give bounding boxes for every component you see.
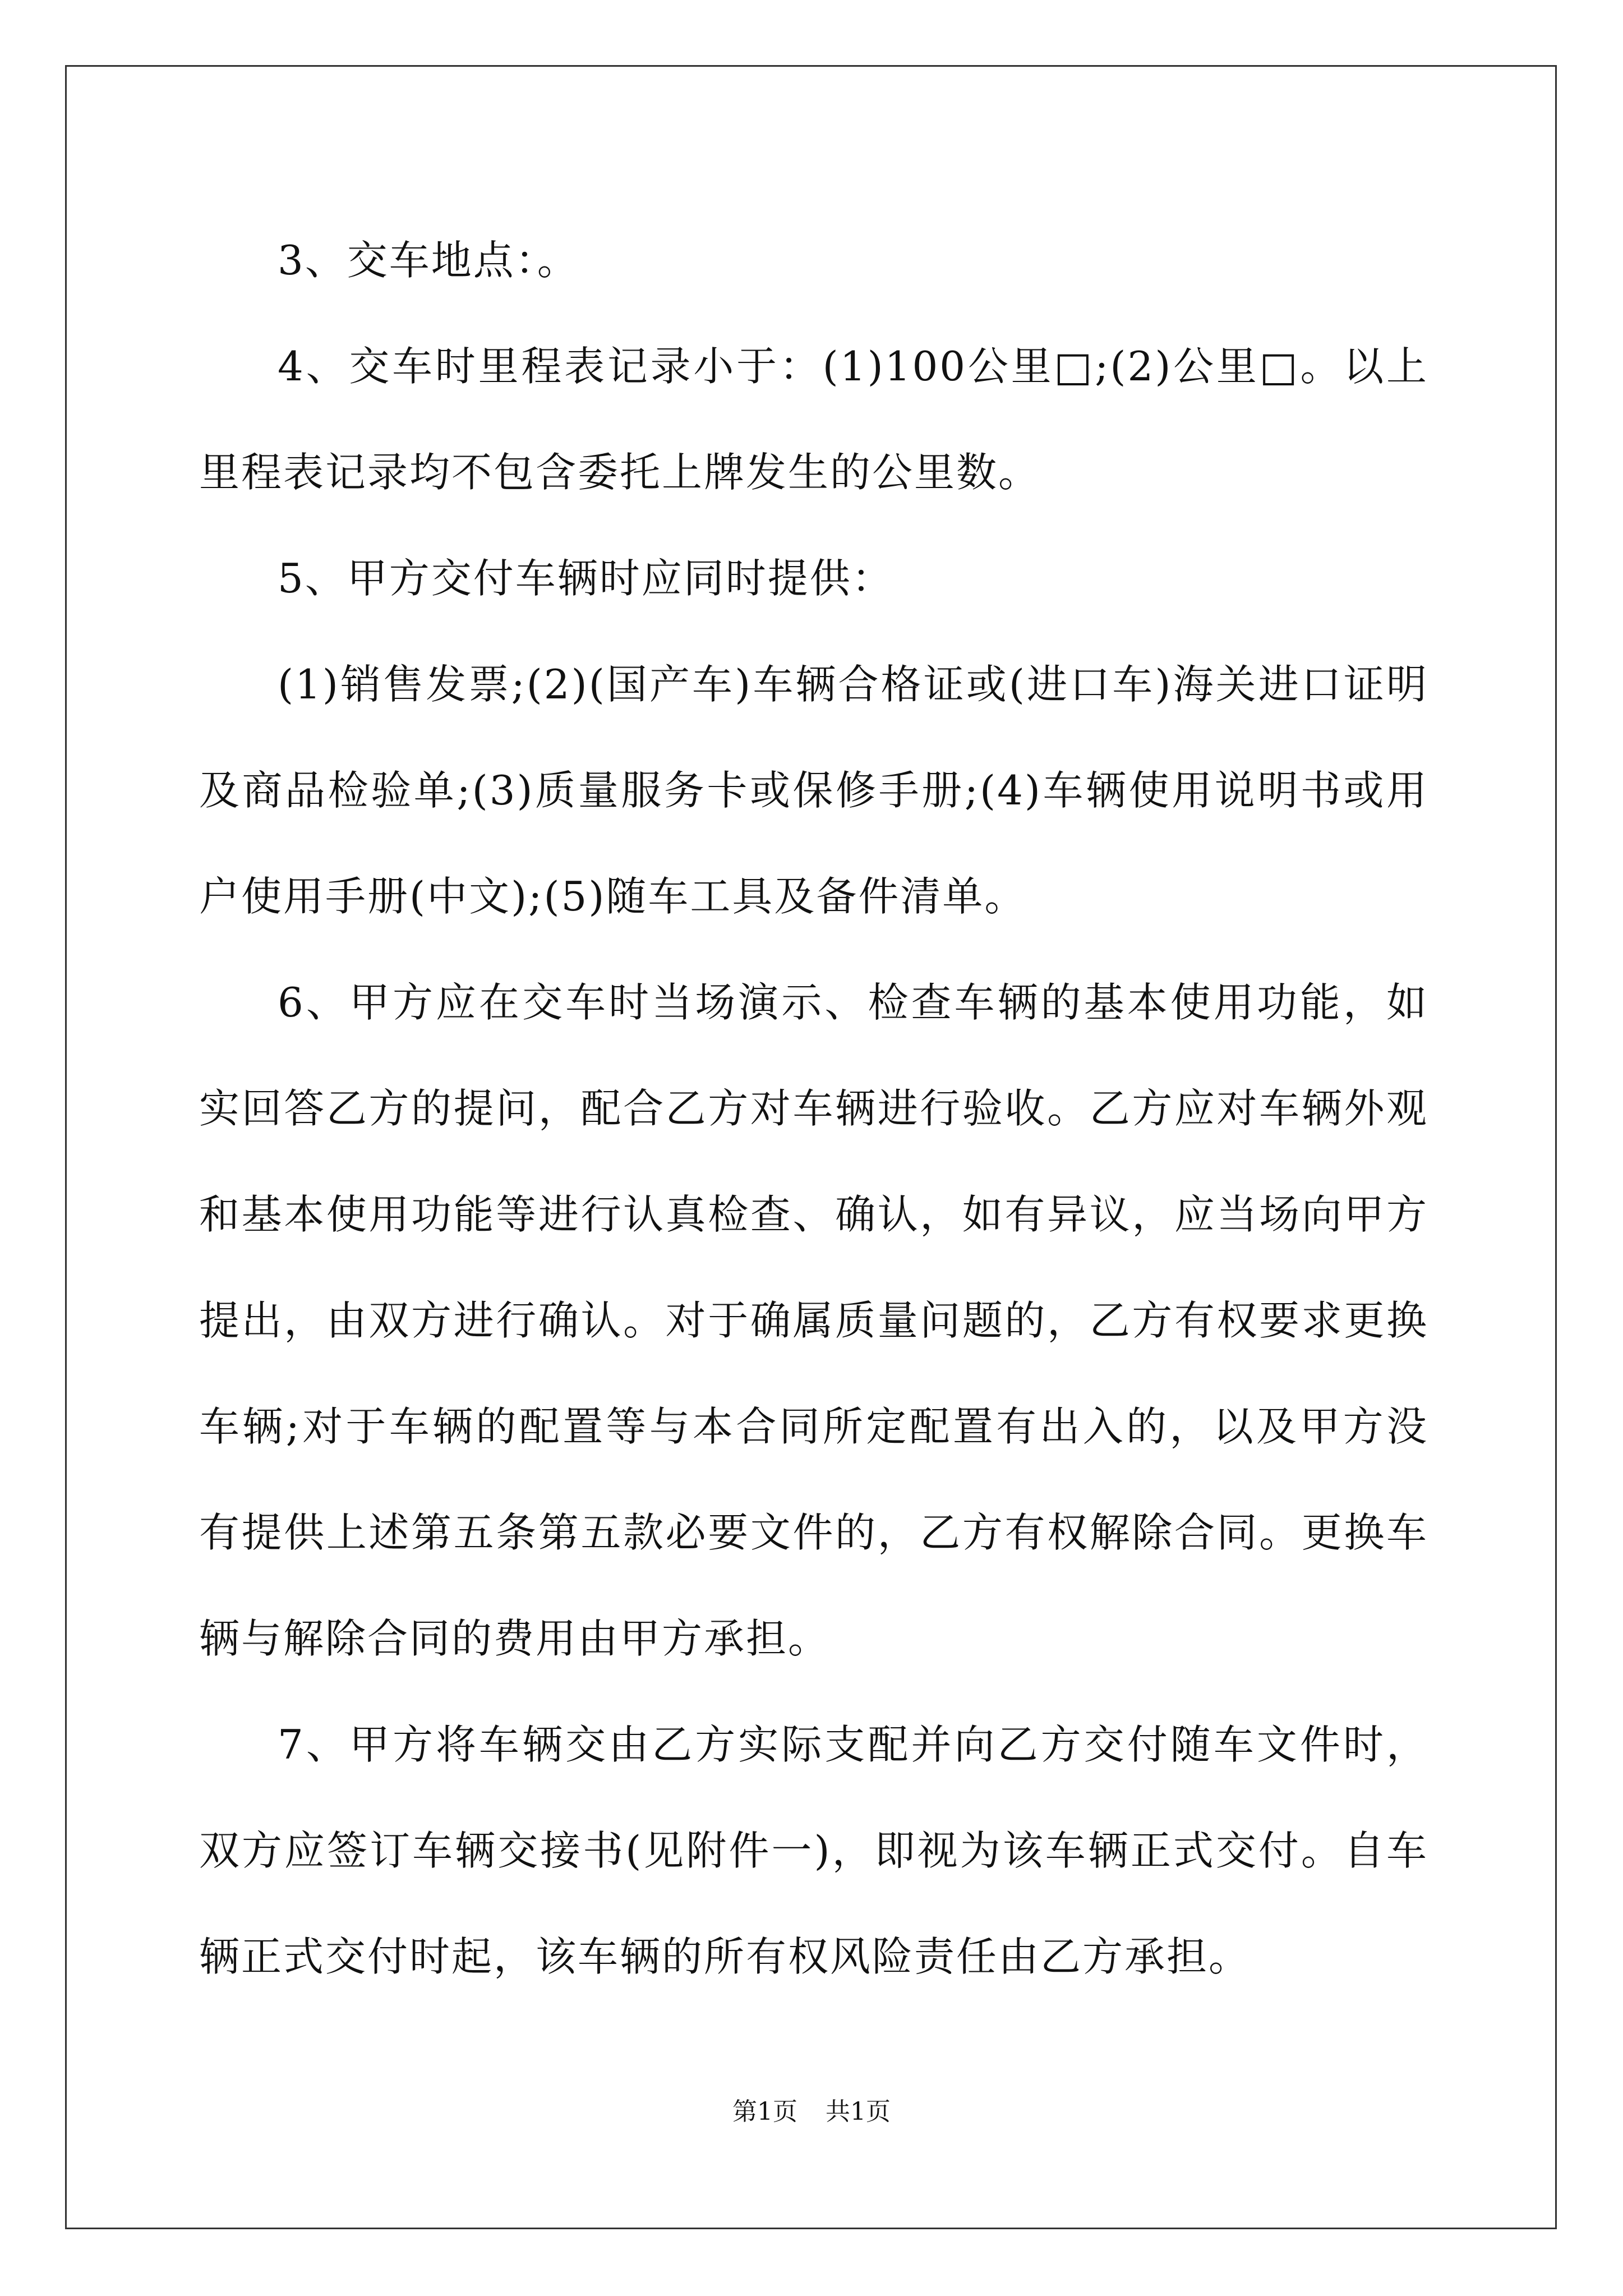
paragraph-handover: 7、甲方将车辆交由乙方实际支配并向乙方交付随车文件时，双方应签订车辆交接书(见附件一)，即视为该车辆正式交付。自车辆正式交付时起，该车辆的所有权风险责任由乙方承担。: [199, 1721, 1428, 1980]
page-total: 共1页: [826, 2097, 891, 2126]
paragraph-odometer: 4、交车时里程表记录小于：(1)100公里□;(2)公里□。以上里程表记录均不包含委托上牌发生的公里数。: [199, 343, 1428, 496]
paragraph-inspection: 6、甲方应在交车时当场演示、检查车辆的基本使用功能，如实回答乙方的提问，配合乙方对车辆进行验收。乙方应对车辆外观和基本使用功能等进行认真检查、确认，如有异议，应当场向甲方提出，由双方进行确认。对于确属质量问题的，乙方有权要求更换车辆;对于车辆的配置等与本合同所定配置有出入的，以及甲方没有提供上述第五条第五款必要文件的，乙方有权解除合同。更换车辆与解除合同的费用由甲方承担。: [199, 979, 1428, 1662]
paragraph-documents-list: (1)销售发票;(2)(国产车)车辆合格证或(进口车)海关进口证明及商品检验单;(3)质量服务卡或保修手册;(4)车辆使用说明书或用户使用手册(中文);(5)随车工具及备件清单。: [199, 661, 1428, 920]
document-body: [199, 208, 1428, 2010]
page-footer: [0, 2095, 1623, 2129]
paragraph-delivery-location: 3、交车地点：。: [278, 237, 579, 284]
page-number: 第1页: [732, 2097, 797, 2126]
paragraph-documents-heading: 5、甲方交付车辆时应同时提供：: [278, 555, 894, 602]
